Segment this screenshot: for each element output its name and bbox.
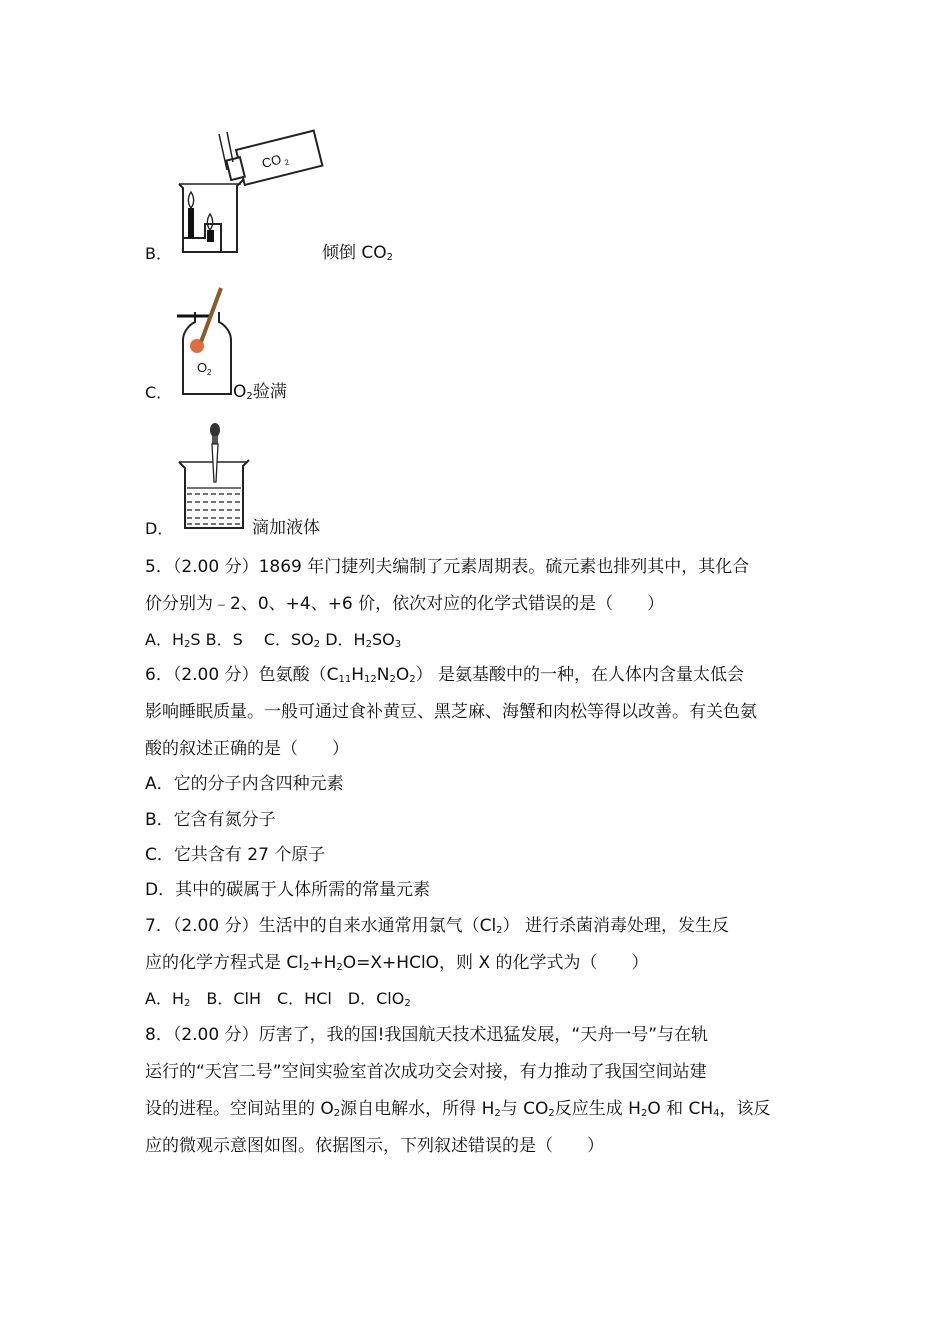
option-c-label: C． (145, 383, 173, 402)
jar-label: O (197, 360, 208, 375)
q7-line-2: 应的化学方程式是 $Cl_2+H_2O=X+HClO$，则 X 的化学式为（ ） (145, 953, 649, 973)
q8-line-4: 应的微观示意图如图。依据图示，下列叙述错误的是（ ） (145, 1136, 604, 1156)
q6-line-2: 影响睡眠质量。一般可通过食补黄豆、黑芝麻、海蟹和肉松等得以改善。有关色氨 (145, 702, 757, 722)
bottle-label: CO (260, 151, 283, 171)
q6-option-c: C．它共含有 27 个原子 (145, 845, 326, 865)
dropper-illustration (177, 422, 251, 534)
bottle-label-sub: 2 (283, 157, 291, 168)
o2-test-full-illustration (175, 284, 237, 398)
q8-line-1: 8．（2.00 分）厉害了，我的国!我国航天技术迅猛发展，“天舟一号”与在轨 (145, 1025, 708, 1045)
q6-line-1: 6．（2.00 分）色氨酸$(C_{11}H_{12}N_2O_2)$ 是氨基酸中的一种，在人体内含量太低会 (145, 665, 744, 685)
q7-choices: A．$H_2$ B．ClH C．HCl D．ClO$_2$ (145, 989, 411, 1009)
q5-choices: A．$H_2S$ B．S C．$SO_2$ D．$H_2SO_3$ (145, 630, 402, 650)
jar-label-sub: 2 (207, 368, 212, 377)
option-b-caption: 倾倒 $CO_2$ (322, 243, 394, 263)
pour-co2-illustration (175, 128, 325, 258)
q6-line-3: 酸的叙述正确的是（ ） (145, 739, 349, 759)
q6-option-a: A．它的分子内含四种元素 (145, 774, 344, 794)
option-d-caption: 滴加液体 (252, 518, 320, 538)
option-c-caption: $O_2$验满 (233, 382, 287, 402)
option-b-label: B． (145, 244, 172, 263)
q5-line-1: 5．（2.00 分）1869 年门捷列夫编制了元素周期表。硫元素也排列其中，其化合 (145, 557, 750, 577)
q5-line-2: 价分别为﹣2、0、+4、+6 价，依次对应的化学式错误的是（ ） (145, 594, 665, 614)
q8-line-2: 运行的“天宫二号”空间实验室首次成功交会对接，有力推动了我国空间站建 (145, 1062, 707, 1082)
option-d-label: D． (145, 519, 174, 538)
q6-option-b: B．它含有氮分子 (145, 810, 276, 830)
q6-option-d: D．其中的碳属于人体所需的常量元素 (145, 880, 431, 900)
q7-line-1: 7．（2.00 分）生活中的自来水通常用氯气$(Cl_2)$ 进行杀菌消毒处理，发生反 (145, 916, 729, 936)
q8-line-3: 设的进程。空间站里的 $O_2$源自电解水，所得 $H_2$与 $CO_2$反应生成 $H_2O$ 和 $CH_4$，该反 (145, 1099, 771, 1119)
